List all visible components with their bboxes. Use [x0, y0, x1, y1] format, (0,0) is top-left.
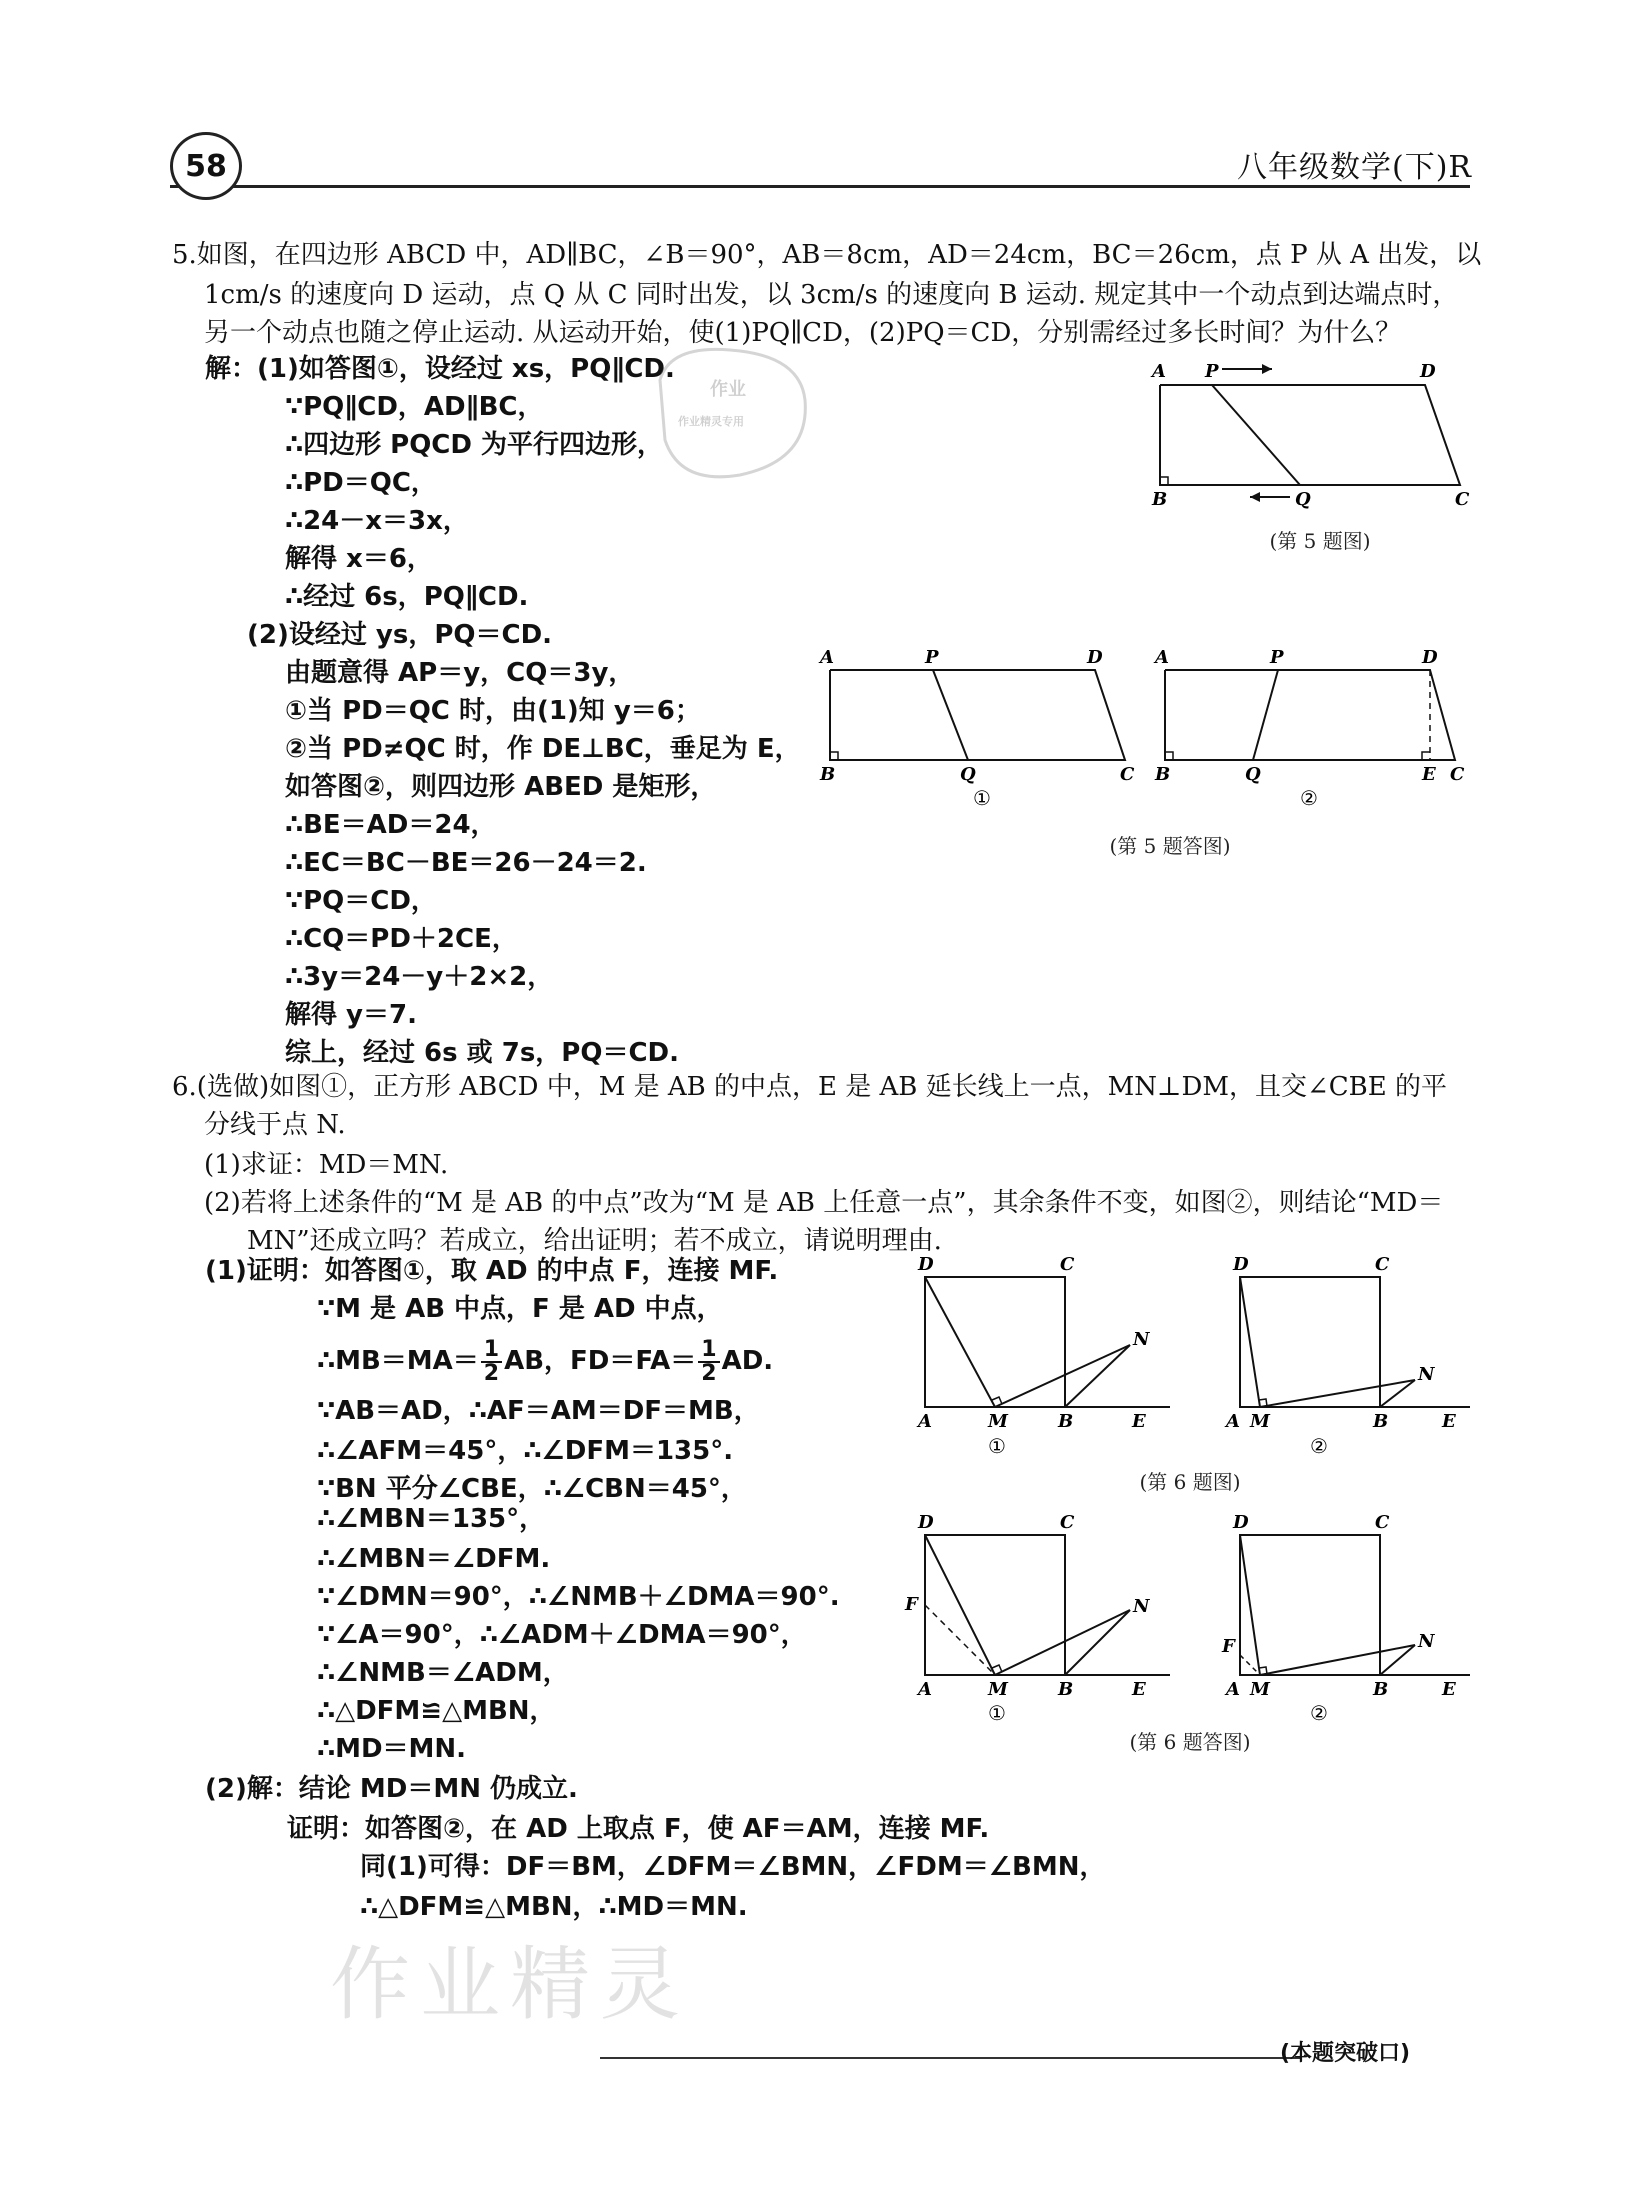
label-M: M	[1250, 1679, 1270, 1700]
text-line: ∴△DFM≌△MBN，	[317, 1696, 556, 1726]
text-line: 另一个动点也随之停止运动. 从运动开始，使(1)PQ∥CD，(2)PQ＝CD，分别需经过多长时间？为什么？	[204, 318, 1402, 348]
label-D: D	[1422, 647, 1438, 668]
circle-2: ②	[1300, 786, 1318, 810]
text-line: 解得 y＝7.	[285, 1000, 417, 1030]
stamp-logo	[640, 340, 820, 490]
label-C: C	[1060, 1255, 1075, 1275]
text-segment: AD.	[721, 1346, 774, 1376]
text-line: ∵M 是 AB 中点，F 是 AD 中点，	[317, 1294, 723, 1324]
label-E: E	[1442, 1411, 1456, 1432]
label-N: N	[1418, 1631, 1435, 1652]
text-line: ∴CQ＝PD＋2CE，	[285, 924, 518, 954]
text-line: ∴MD＝MN.	[317, 1734, 467, 1764]
label-N: N	[1418, 1364, 1435, 1385]
text-line: 1cm/s 的速度向 D 运动，点 Q 从 C 同时出发，以 3cm/s 的速度向 B 运动. 规定其中一个动点到达端点时，	[204, 280, 1459, 310]
text-line: ∵∠A＝90°，∴∠ADM＋∠DMA＝90°，	[317, 1620, 807, 1650]
circle-1: ①	[988, 1701, 1006, 1725]
svg-text:作业: 作业	[710, 379, 746, 400]
label-B: B	[1058, 1411, 1074, 1432]
label-F: F	[905, 1594, 918, 1615]
label-C: C	[1375, 1255, 1390, 1275]
label-D: D	[1233, 1512, 1249, 1533]
label-Q: Q	[1245, 764, 1261, 785]
text-line: ∴24－x＝3x，	[285, 506, 469, 536]
figure-6-caption: (第 6 题图)	[1139, 1470, 1241, 1494]
circle-1: ①	[973, 786, 991, 810]
label-D: D	[1233, 1255, 1249, 1275]
label-B: B	[1152, 489, 1168, 510]
answer-figure-5-2	[1150, 645, 1470, 815]
fraction-numerator: 1	[481, 1339, 502, 1363]
text-line: MN”还成立吗？若成立，给出证明；若不成立，请说明理由.	[247, 1226, 942, 1256]
label-E: E	[1442, 1679, 1456, 1700]
text-segment: AB，FD＝FA＝	[504, 1346, 697, 1376]
label-Q: Q	[1295, 489, 1311, 510]
text-line: (2)解：结论 MD＝MN 仍成立.	[205, 1774, 578, 1804]
page-number: 58	[170, 132, 242, 200]
circle-2: ②	[1310, 1434, 1328, 1458]
label-B: B	[820, 764, 836, 785]
label-D: D	[918, 1512, 934, 1533]
answer-figure-6-1	[900, 1510, 1180, 1725]
text-segment: ∴MB＝MA＝	[317, 1346, 479, 1376]
footer-note: (本题突破口)	[1280, 2041, 1411, 2066]
text-line: 解：(1)如答图①，设经过 xs，PQ∥CD.	[205, 354, 675, 384]
text-line: ∴∠AFM＝45°，∴∠DFM＝135°.	[317, 1436, 734, 1466]
label-B: B	[1373, 1679, 1389, 1700]
fraction-numerator: 1	[698, 1339, 719, 1363]
text-line: ∴经过 6s，PQ∥CD.	[285, 582, 529, 612]
label-E: E	[1132, 1411, 1146, 1432]
text-line: (1)求证：MD＝MN.	[204, 1150, 449, 1180]
label-A: A	[918, 1411, 932, 1432]
text-line: (2)若将上述条件的“M 是 AB 的中点”改为“M 是 AB 上任意一点”，其余条件不变，如图②，则结论“MD＝	[204, 1188, 1444, 1218]
label-C: C	[1120, 764, 1135, 785]
text-line: ∵BN 平分∠CBE，∴∠CBN＝45°，	[317, 1474, 747, 1504]
footer-rule	[600, 2057, 1300, 2059]
fraction-half	[698, 1336, 719, 1386]
label-C: C	[1455, 489, 1470, 510]
text-line: 5.如图，在四边形 ABCD 中，AD∥BC，∠B＝90°，AB＝8cm，AD＝24cm，BC＝26cm，点 P 从 A 出发，以	[172, 240, 1482, 270]
text-line: ∵∠DMN＝90°，∴∠NMB＋∠DMA＝90°.	[317, 1582, 840, 1612]
text-line-fraction	[317, 1336, 773, 1386]
figure-6-1	[900, 1255, 1180, 1465]
label-C: C	[1450, 764, 1465, 785]
label-A: A	[1152, 361, 1166, 382]
answer-figure-6-2	[1210, 1510, 1480, 1725]
label-E: E	[1422, 764, 1436, 785]
label-F: F	[1222, 1636, 1235, 1657]
label-A: A	[820, 647, 834, 668]
answer-figure-6-caption: (第 6 题答图)	[1129, 1730, 1251, 1754]
label-N: N	[1133, 1329, 1150, 1350]
text-line: ∵PQ＝CD，	[285, 886, 437, 916]
text-line: (2)设经过 ys，PQ＝CD.	[247, 620, 553, 650]
label-A: A	[1226, 1679, 1240, 1700]
label-M: M	[988, 1411, 1008, 1432]
label-D: D	[1087, 647, 1103, 668]
label-P: P	[925, 647, 939, 668]
fraction-half	[481, 1336, 502, 1386]
header-title: 八年级数学(下)R	[1237, 150, 1472, 185]
watermark: 作业精灵	[330, 1938, 690, 2031]
label-C: C	[1375, 1512, 1390, 1533]
text-line: ∴∠MBN＝∠DFM.	[317, 1544, 551, 1574]
text-line: 解得 x＝6，	[285, 544, 433, 574]
text-line: 6.(选做)如图①，正方形 ABCD 中，M 是 AB 的中点，E 是 AB 延长线上一点，MN⊥DM，且交∠CBE 的平	[172, 1072, 1448, 1102]
label-N: N	[1133, 1596, 1150, 1617]
label-A: A	[918, 1679, 932, 1700]
label-P: P	[1270, 647, 1284, 668]
text-line: ①当 PD＝QC 时，由(1)知 y＝6；	[285, 696, 701, 726]
text-line: ∴PD＝QC，	[285, 468, 437, 498]
text-line: 综上，经过 6s 或 7s，PQ＝CD.	[285, 1038, 679, 1068]
label-M: M	[1250, 1411, 1270, 1432]
text-line: ∴3y＝24－y＋2×2，	[285, 962, 554, 992]
fraction-denominator: 2	[701, 1360, 717, 1386]
label-A: A	[1226, 1411, 1240, 1432]
label-B: B	[1373, 1411, 1389, 1432]
label-E: E	[1132, 1679, 1146, 1700]
fraction-denominator: 2	[483, 1360, 500, 1386]
text-line: 如答图②，则四边形 ABED 是矩形，	[285, 772, 717, 802]
figure-6-2	[1210, 1255, 1480, 1465]
label-A: A	[1155, 647, 1169, 668]
text-line: ∴四边形 PQCD 为平行四边形，	[285, 430, 664, 460]
text-line: 证明：如答图②，在 AD 上取点 F，使 AF＝AM，连接 MF.	[287, 1814, 990, 1844]
label-M: M	[988, 1679, 1008, 1700]
text-line: ∵PQ∥CD，AD∥BC，	[285, 392, 544, 422]
circle-2: ②	[1310, 1701, 1328, 1725]
text-line: ∵AB＝AD，∴AF＝AM＝DF＝MB，	[317, 1396, 760, 1426]
text-line: ∴EC＝BC－BE＝26－24＝2.	[285, 848, 647, 878]
text-line: ②当 PD≠QC 时，作 DE⊥BC，垂足为 E，	[285, 734, 801, 764]
circle-1: ①	[988, 1434, 1006, 1458]
text-line: (1)证明：如答图①，取 AD 的中点 F，连接 MF.	[205, 1256, 779, 1286]
label-D: D	[918, 1255, 934, 1275]
label-B: B	[1058, 1679, 1074, 1700]
text-line: ∴∠NMB＝∠ADM，	[317, 1658, 569, 1688]
text-line: ∴△DFM≌△MBN，∴MD＝MN.	[360, 1892, 748, 1922]
label-Q: Q	[960, 764, 976, 785]
label-B: B	[1155, 764, 1171, 785]
figure-5-caption: (第 5 题图)	[1269, 529, 1371, 553]
answer-figure-5-1	[815, 645, 1145, 815]
text-line: 同(1)可得：DF＝BM，∠DFM＝∠BMN，∠FDM＝∠BMN，	[360, 1852, 1106, 1882]
label-P: P	[1205, 361, 1219, 382]
text-line: ∴BE＝AD＝24，	[285, 810, 497, 840]
svg-text:作业精灵专用: 作业精灵专用	[678, 415, 744, 428]
answer-figure-5-caption: (第 5 题答图)	[1109, 834, 1231, 858]
text-line: 分线于点 N.	[204, 1110, 346, 1140]
text-line: 由题意得 AP＝y，CQ＝3y，	[285, 658, 635, 688]
label-D: D	[1420, 361, 1436, 382]
text-line: ∴∠MBN＝135°，	[317, 1504, 546, 1534]
label-C: C	[1060, 1512, 1075, 1533]
